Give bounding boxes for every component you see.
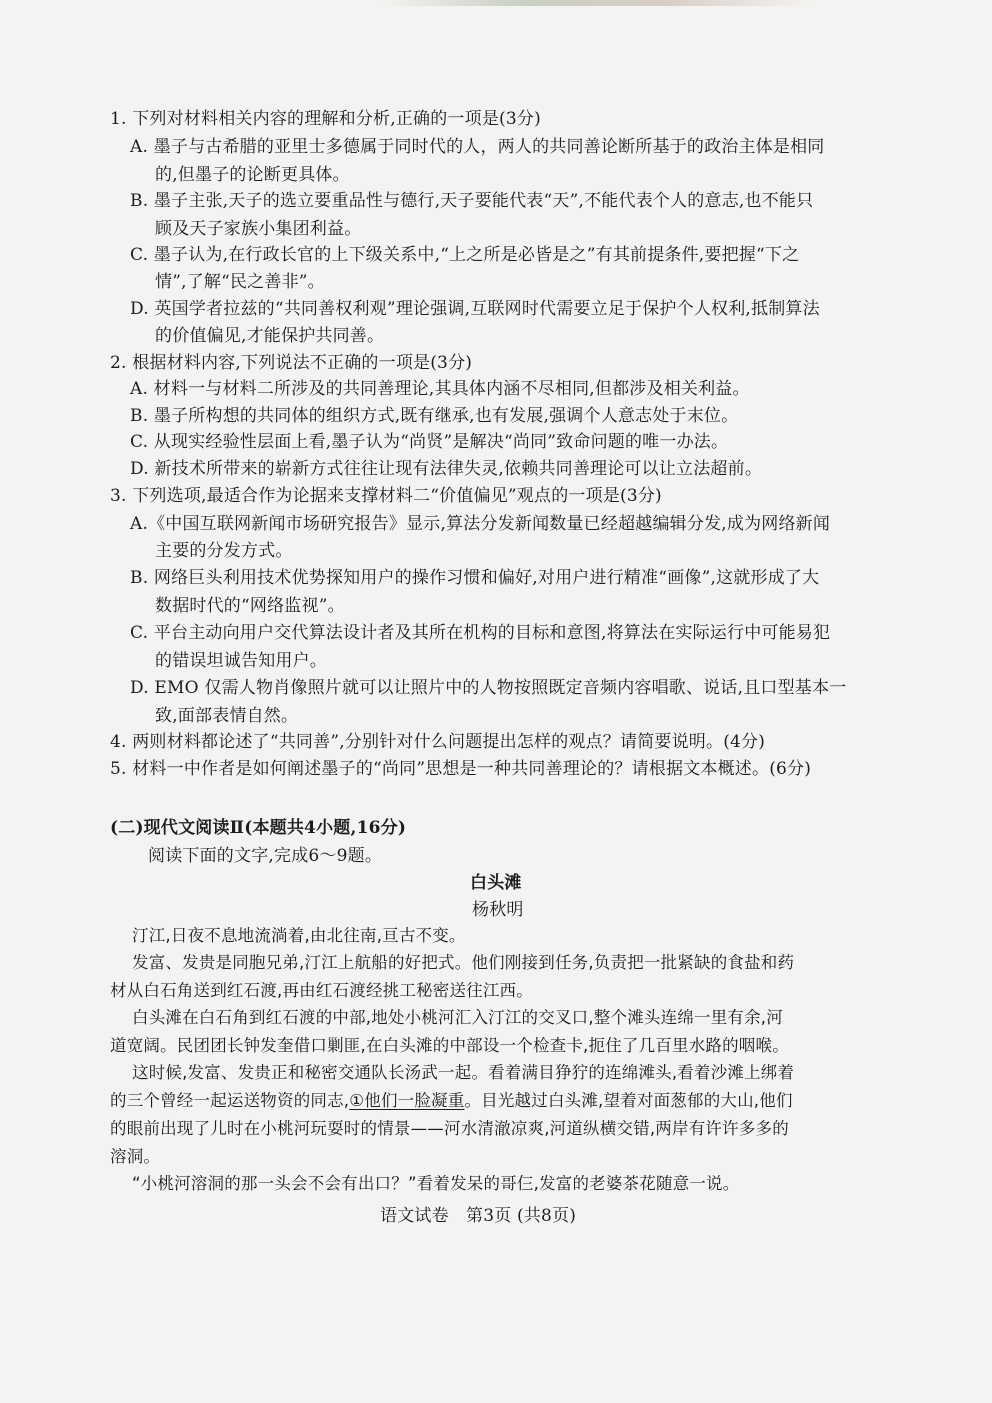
story-paragraph-4-line-4: 溶洞。 bbox=[110, 1147, 161, 1166]
question-1-option-a-cont: 的,但墨子的论断更具体。 bbox=[155, 165, 350, 185]
story-paragraph-4-post: 。目光越过白头滩,望着对面葱郁的大山,他们 bbox=[464, 1091, 793, 1110]
question-1-stem: 1. 下列对材料相关内容的理解和分析,正确的一项是(3分) bbox=[110, 109, 541, 129]
page-footer: 语文试卷 第3页 (共8页) bbox=[380, 1206, 577, 1226]
story-paragraph-4-line-2 bbox=[110, 1090, 793, 1112]
question-1-option-b: B. 墨子主张,天子的选立要重品性与德行,天子要能代表“天”,不能代表个人的意志,也不能只 bbox=[130, 191, 814, 211]
story-paragraph-3-cont: 道宽阔。民团团长钟发奎借口剿匪,在白头滩的中部设一个检查卡,扼住了几百里水路的咽喉。 bbox=[110, 1036, 789, 1055]
question-1-option-d-cont: 的价值偏见,才能保护共同善。 bbox=[155, 326, 385, 346]
question-2-option-c: C. 从现实经验性层面上看,墨子认为“尚贤”是解决“尚同”致命问题的唯一办法。 bbox=[130, 432, 729, 452]
story-paragraph-1: 汀江,日夜不息地流淌着,由北往南,亘古不变。 bbox=[132, 926, 466, 945]
question-3-option-d: D. EMO 仅需人物肖像照片就可以让照片中的人物按照既定音频内容唱歌、说话,且口型基本一 bbox=[130, 678, 847, 698]
question-5: 5. 材料一中作者是如何阐述墨子的“尚同”思想是一种共同善理论的？请根据文本概述。(6分) bbox=[110, 759, 812, 779]
story-title: 白头滩 bbox=[470, 873, 522, 893]
underlined-phrase-1: ①他们一脸凝重 bbox=[349, 1091, 465, 1110]
question-3-stem: 3. 下列选项,最适合作为论据来支撑材料二“价值偏见”观点的一项是(3分) bbox=[110, 486, 662, 506]
question-3-option-b-cont: 数据时代的“网络监视”。 bbox=[155, 596, 345, 616]
question-4: 4. 两则材料都论述了“共同善”,分别针对什么问题提出怎样的观点？请简要说明。(4分) bbox=[110, 732, 766, 752]
section-2-heading: (二)现代文阅读Ⅱ(本题共4小题,16分) bbox=[110, 818, 407, 838]
question-2-option-a: A. 材料一与材料二所涉及的共同善理论,其具体内涵不尽相同,但都涉及相关利益。 bbox=[130, 379, 750, 399]
question-2-stem: 2. 根据材料内容,下列说法不正确的一项是(3分) bbox=[110, 353, 473, 373]
question-1-option-b-cont: 顾及天子家族小集团利益。 bbox=[155, 219, 362, 239]
story-paragraph-5: “小桃河溶洞的那一头会不会有出口？”看着发呆的哥仨,发富的老婆茶花随意一说。 bbox=[132, 1174, 740, 1193]
story-paragraph-3: 白头滩在白石角到红石渡的中部,地处小桃河汇入汀江的交叉口,整个滩头连绵一里有余,河 bbox=[132, 1008, 783, 1027]
section-2-instruction: 阅读下面的文字,完成6～9题。 bbox=[148, 846, 383, 866]
question-1-option-c-cont: 情”,了解“民之善非”。 bbox=[155, 272, 325, 292]
question-3-option-c-cont: 的错误坦诚告知用户。 bbox=[155, 651, 327, 671]
story-paragraph-2: 发富、发贵是同胞兄弟,汀江上航船的好把式。他们刚接到任务,负责把一批紧缺的食盐和药 bbox=[132, 953, 795, 972]
story-author: 杨秋明 bbox=[472, 900, 524, 920]
question-2-option-d: D. 新技术所带来的崭新方式往往让现有法律失灵,依赖共同善理论可以让立法超前。 bbox=[130, 459, 763, 479]
story-paragraph-4-pre: 的三个曾经一起运送物资的同志, bbox=[110, 1091, 350, 1110]
question-1-option-a: A. 墨子与古希腊的亚里士多德属于同时代的人，两人的共同善论断所基于的政治主体是相同 bbox=[130, 137, 825, 157]
question-1-option-c: C. 墨子认为,在行政长官的上下级关系中,“上之所是必皆是之”有其前提条件,要把握“下之 bbox=[130, 245, 800, 265]
story-paragraph-4-line-3: 的眼前出现了儿时在小桃河玩耍时的情景——河水清澈凉爽,河道纵横交错,两岸有许许多多的 bbox=[110, 1119, 789, 1138]
question-1-option-d: D. 英国学者拉兹的“共同善权利观”理论强调,互联网时代需要立足于保护个人权利,抵制算法 bbox=[130, 299, 820, 319]
story-paragraph-4: 这时候,发富、发贵正和秘密交通队长汤武一起。看着满目狰狞的连绵滩头,看着沙滩上绑着 bbox=[132, 1063, 795, 1082]
story-paragraph-2-cont: 材从白石角送到红石渡,再由红石渡经挑工秘密送往江西。 bbox=[110, 981, 533, 1000]
question-3-option-a-cont: 主要的分发方式。 bbox=[155, 541, 293, 561]
question-3-option-c: C. 平台主动向用户交代算法设计者及其所在机构的目标和意图,将算法在实际运行中可能易犯 bbox=[130, 623, 831, 643]
scan-top-mark bbox=[380, 0, 810, 6]
question-3-option-b: B. 网络巨头利用技术优势探知用户的操作习惯和偏好,对用户进行精准“画像”,这就形成了大 bbox=[130, 568, 820, 588]
question-2-option-b: B. 墨子所构想的共同体的组织方式,既有继承,也有发展,强调个人意志处于末位。 bbox=[130, 406, 739, 426]
question-3-option-d-cont: 致,面部表情自然。 bbox=[155, 706, 299, 726]
question-3-option-a: A.《中国互联网新闻市场研究报告》显示,算法分发新闻数量已经超越编辑分发,成为网络新闻 bbox=[130, 514, 831, 534]
